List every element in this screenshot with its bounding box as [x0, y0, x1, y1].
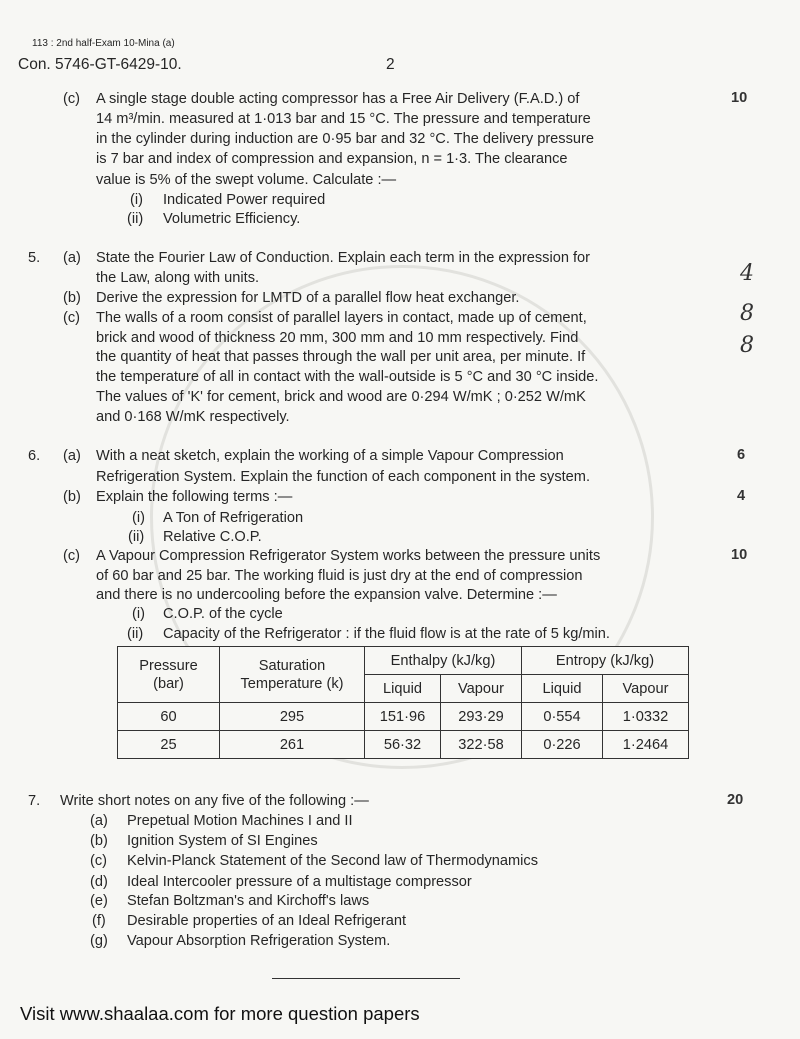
q7-item-num: (a) [90, 813, 108, 829]
table-cell: 25 [118, 731, 220, 759]
header-enthalpy: Enthalpy (kJ/kg) [365, 647, 522, 675]
paper-code: Con. 5746-GT-6429-10. [18, 56, 182, 73]
q6c-line: A Vapour Compression Refrigerator System works between the pressure units [96, 548, 601, 564]
table-cell: 322·58 [441, 731, 522, 759]
q4c-line: A single stage double acting compressor has a Free Air Delivery (F.A.D.) of [96, 91, 580, 107]
q7-item: Vapour Absorption Refrigeration System. [127, 933, 391, 949]
q6b-item: A Ton of Refrigeration [163, 510, 304, 526]
q7-item-num: (d) [90, 874, 108, 890]
table-cell: 1·2464 [603, 731, 689, 759]
header-saturation-label: Saturation [258, 657, 326, 674]
table-row [118, 703, 689, 731]
q7-item: Prepetual Motion Machines I and II [127, 813, 353, 829]
q6-number: 6. [28, 448, 41, 464]
q6c-line: of 60 bar and 25 bar. The working fluid is just dry at the end of compression [96, 568, 583, 584]
header-entropy-vapour: Vapour [603, 675, 689, 703]
q5b-label: (b) [63, 290, 81, 306]
page-number: 2 [386, 56, 395, 73]
handwritten-mark: 8 [740, 301, 754, 326]
q4c-item: Volumetric Efficiency. [163, 211, 301, 227]
q7-number: 7. [28, 793, 41, 809]
q5c-label: (c) [63, 310, 81, 326]
q6c-item-num: (i) [132, 606, 145, 622]
header-enthalpy-vapour: Vapour [441, 675, 522, 703]
q6b-marks: 4 [737, 488, 746, 504]
q6a-line: Refrigeration System. Explain the function of each component in the system. [96, 469, 591, 485]
q5c-line: The walls of a room consist of parallel layers in contact, made up of cement, [96, 310, 587, 326]
q7-item: Stefan Boltzman's and Kirchoff's laws [127, 893, 370, 909]
q4c-item-num: (ii) [127, 211, 144, 227]
table-cell: 60 [118, 703, 220, 731]
table-cell: 261 [220, 731, 365, 759]
q6c-item: C.O.P. of the cycle [163, 606, 283, 622]
q5a-line: State the Fourier Law of Conduction. Explain each term in the expression for [96, 250, 591, 266]
q6c-label: (c) [63, 548, 81, 564]
q7-item: Kelvin-Planck Statement of the Second law of Thermodynamics [127, 853, 538, 869]
q7-marks: 20 [727, 792, 744, 808]
table-cell: 0·226 [522, 731, 603, 759]
q7-item-num: (f) [92, 913, 106, 929]
q6a-marks: 6 [737, 447, 746, 463]
q6a-label: (a) [63, 448, 81, 464]
table-cell: 1·0332 [603, 703, 689, 731]
q5c-line: brick and wood of thickness 20 mm, 300 mm and 10 mm respectively. Find [96, 330, 579, 346]
end-rule [272, 978, 460, 979]
q6c-line: and there is no undercooling before the expansion valve. Determine :— [96, 587, 557, 603]
q4c-label: (c) [63, 91, 81, 107]
q6b-item: Relative C.O.P. [163, 529, 262, 545]
q6c-item: Capacity of the Refrigerator : if the fluid flow is at the rate of 5 kg/min. [163, 626, 610, 642]
q5c-line: the temperature of all in contact with the wall-outside is 5 °C and 30 °C inside. [96, 369, 599, 385]
handwritten-mark: 8 [740, 333, 754, 358]
q4c-line: 14 m³/min. measured at 1·013 bar and 15 °C. The pressure and temperature [96, 111, 591, 127]
q7-intro: Write short notes on any five of the following :— [60, 793, 369, 809]
q7-item-num: (c) [90, 853, 108, 869]
q5a-line: the Law, along with units. [96, 270, 260, 286]
q7-item-num: (g) [90, 933, 108, 949]
q4c-marks: 10 [731, 90, 748, 106]
q6b-line: Explain the following terms :— [96, 489, 293, 505]
header-pressure-label: Pressure [139, 657, 198, 674]
table-row [118, 731, 689, 759]
q6b-item-num: (i) [132, 510, 145, 526]
header-saturation-unit: Temperature (k) [240, 675, 344, 692]
q4c-item: Indicated Power required [163, 192, 326, 208]
q5-number: 5. [28, 250, 41, 266]
q5c-line: The values of 'K' for cement, brick and wood are 0·294 W/mK ; 0·252 W/mK [96, 389, 586, 405]
q7-item-num: (e) [90, 893, 108, 909]
q6b-label: (b) [63, 489, 81, 505]
q7-item: Ideal Intercooler pressure of a multistage compressor [127, 874, 472, 890]
q4c-line: in the cylinder during induction are 0·95 bar and 32 °C. The delivery pressure [96, 131, 594, 147]
q6c-item-num: (ii) [127, 626, 144, 642]
q5b-line: Derive the expression for LMTD of a parallel flow heat exchanger. [96, 290, 520, 306]
q7-item: Desirable properties of an Ideal Refrigerant [127, 913, 407, 929]
header-entropy-liquid: Liquid [522, 675, 603, 703]
table-cell: 56·32 [365, 731, 441, 759]
q4c-line: value is 5% of the swept volume. Calculate :— [96, 172, 397, 188]
q5a-label: (a) [63, 250, 81, 266]
footer-link-text: Visit www.shaalaa.com for more question papers [20, 1003, 420, 1024]
refrigerant-properties-table [117, 646, 689, 759]
table-cell: 0·554 [522, 703, 603, 731]
header-saturation [220, 647, 365, 703]
q7-item-num: (b) [90, 833, 108, 849]
q5c-line: the quantity of heat that passes through the wall per unit area, per minute. If [96, 349, 586, 365]
q4c-item-num: (i) [130, 192, 143, 208]
q6b-item-num: (ii) [128, 529, 145, 545]
table-cell: 293·29 [441, 703, 522, 731]
q7-item: Ignition System of SI Engines [127, 833, 318, 849]
q4c-line: is 7 bar and index of compression and expansion, n = 1·3. The clearance [96, 151, 568, 167]
q5c-line: and 0·168 W/mK respectively. [96, 409, 290, 425]
q6c-marks: 10 [731, 547, 748, 563]
header-enthalpy-liquid: Liquid [365, 675, 441, 703]
header-entropy: Entropy (kJ/kg) [522, 647, 689, 675]
table-cell: 151·96 [365, 703, 441, 731]
table-cell: 295 [220, 703, 365, 731]
header-pressure-unit: (bar) [153, 675, 184, 692]
q6a-line: With a neat sketch, explain the working of a simple Vapour Compression [96, 448, 564, 464]
header-code: 113 : 2nd half-Exam 10-Mina (a) [32, 38, 175, 49]
handwritten-mark: 4 [740, 261, 754, 286]
header-pressure [118, 647, 220, 703]
